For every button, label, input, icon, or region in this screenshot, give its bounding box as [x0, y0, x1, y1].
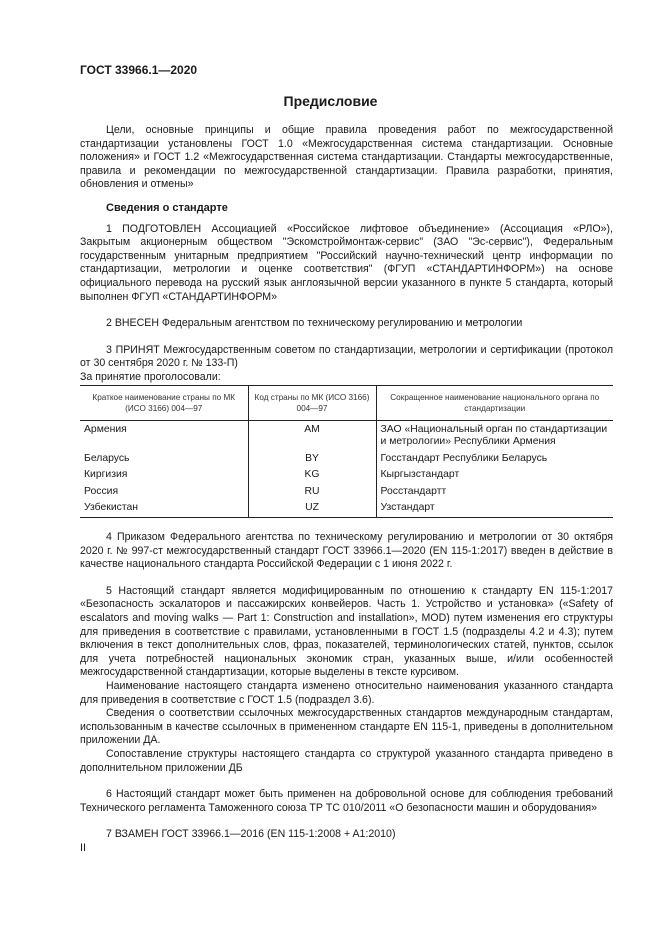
section-heading: Сведения о стандарте	[106, 201, 228, 214]
code-cell: BY	[248, 451, 376, 468]
body-cell: ЗАО «Национальный орган по стандартизации и метрологии» Республики Армения	[376, 420, 613, 451]
body-cell: Госстандарт Республики Беларусь	[376, 451, 613, 468]
votes-header-country: Краткое наименование страны по МК (ИСО 3166) 004—97	[80, 385, 248, 420]
votes-table-caption: За принятие проголосовали:	[80, 370, 221, 383]
country-cell: Узбекистан	[80, 500, 248, 517]
country-cell: Россия	[84, 485, 119, 497]
votes-table-header-row	[80, 385, 613, 420]
item-7-paragraph: 7 ВЗАМЕН ГОСТ 33966.1—2016 (EN 115-1:2008 + A1:2010)	[106, 828, 396, 841]
document-body	[80, 124, 613, 842]
item-6-paragraph: 6 Настоящий стандарт может быть применен на добровольной основе для соблюдения требований Технического регламента Таможенного союза ТР ТС 010/2011 «О безопасности машин и оборудования»	[80, 788, 613, 814]
table-row	[80, 451, 613, 468]
votes-header-code: Код страны по МК (ИСО 3166) 004—97	[248, 385, 376, 420]
country-cell: Армения	[84, 423, 127, 435]
item-4-paragraph: 4 Приказом Федерального агентства по техническому регулированию и метрологии от 30 октября 2020 г. № 997-ст межгосударственный стандарт ГОСТ 33966.1—2020 (EN 115-1:2017) введен в действие в качестве национального стандарта Российской Федерации с 1 июня 2022 г.	[80, 531, 613, 571]
votes-table	[80, 385, 613, 519]
table-row	[80, 484, 613, 501]
item-2-paragraph: 2 ВНЕСЕН Федеральным агентством по техническому регулированию и метрологии	[106, 317, 523, 330]
country-cell: Беларусь	[84, 452, 130, 464]
body-cell: Росстандартт	[376, 484, 613, 501]
document-id-header: ГОСТ 33966.1—2020	[80, 63, 198, 77]
body-cell: Узстандарт	[376, 500, 613, 517]
body-cell: Кыргызстандарт	[376, 467, 613, 484]
item-5-title-note: Наименование настоящего стандарта изменено относительно наименования указанного стандарта для приведения в соответствие с ГОСТ 1.5 (подраздел 3.6).	[80, 680, 613, 706]
country-cell: Киргизия	[84, 469, 128, 481]
table-row	[80, 467, 613, 484]
code-cell: AM	[248, 420, 376, 451]
page-number: II	[80, 842, 87, 854]
code-cell: RU	[248, 484, 376, 501]
intro-paragraph: Цели, основные принципы и общие правила проведения работ по межгосударственной стандартизации установлены ГОСТ 1.0 «Межгосударственная система стандартизации. Основные положения» и ГОСТ 1.2 «Межгосударственная система стандартизации. Стандарты межгосударственные, правила и рекомендации по межгосударственной стандартизации. Правила разработки, принятия, обновления и отмены»	[80, 124, 613, 191]
table-row	[80, 500, 613, 517]
table-row	[80, 420, 613, 451]
votes-header-body: Сокращенное наименование национального органа по стандартизации	[376, 385, 613, 420]
item-5-references-note: Сведения о соответствии ссылочных межгосударственных стандартов международным стандартам, использованным в качестве ссылочных в примененном стандарте EN 115-1, приведены в дополнительном приложении ДА.	[80, 707, 613, 747]
code-cell: UZ	[248, 500, 376, 517]
page-title: Предисловие	[283, 93, 378, 109]
item-3-paragraph: 3 ПРИНЯТ Межгосударственным советом по стандартизации, метрологии и сертификации (протокол от 30 сентября 2020 г. № 133-П)	[80, 343, 613, 370]
code-cell: KG	[248, 467, 376, 484]
item-5-paragraph: 5 Настоящий стандарт является модифицированным по отношению к стандарту EN 115-1:2017 «Безопасность эскалаторов и пассажирских конвейеров. Часть 1. Устройство и установка» («Safety of escalators and moving walks — Part 1: Construction and installation», MOD) путем изменения его структуры для приведения в соответствие с правилами, установленными в ГОСТ 1.5 (подразделы 4.2 и 4.3); путем включения в текст дополнительных слов, фраз, показателей, терминологических статей, пунктов, ссылок для учета потребностей национальных экономик стран, указанных выше, и/или особенностей межгосударственной стандартизации, которые выделены в тексте курсивом.	[80, 584, 613, 679]
item-5-structure-note: Сопоставление структуры настоящего стандарта со структурой указанного стандарта приведено в дополнительном приложении ДБ	[80, 747, 613, 774]
item-1-paragraph: 1 ПОДГОТОВЛЕН Ассоциацией «Российское лифтовое объединение» (Ассоциация «РЛО»), Закрытым акционерным обществом "Эскомстроймонтаж-сервис" (ЗАО "Эс-сервис"), Федеральным государственным унитарным предприятием "Российский научно-технический центр информации по стандартизации, метрологии и оценке соответствия" (ФГУП «СТАНДАРТИНФОРМ») на основе официального перевода на русский язык англоязычной версии указанного в пункте 5 стандарта, который выполнен ФГУП «СТАНДАРТИНФОРМ»	[80, 222, 613, 303]
